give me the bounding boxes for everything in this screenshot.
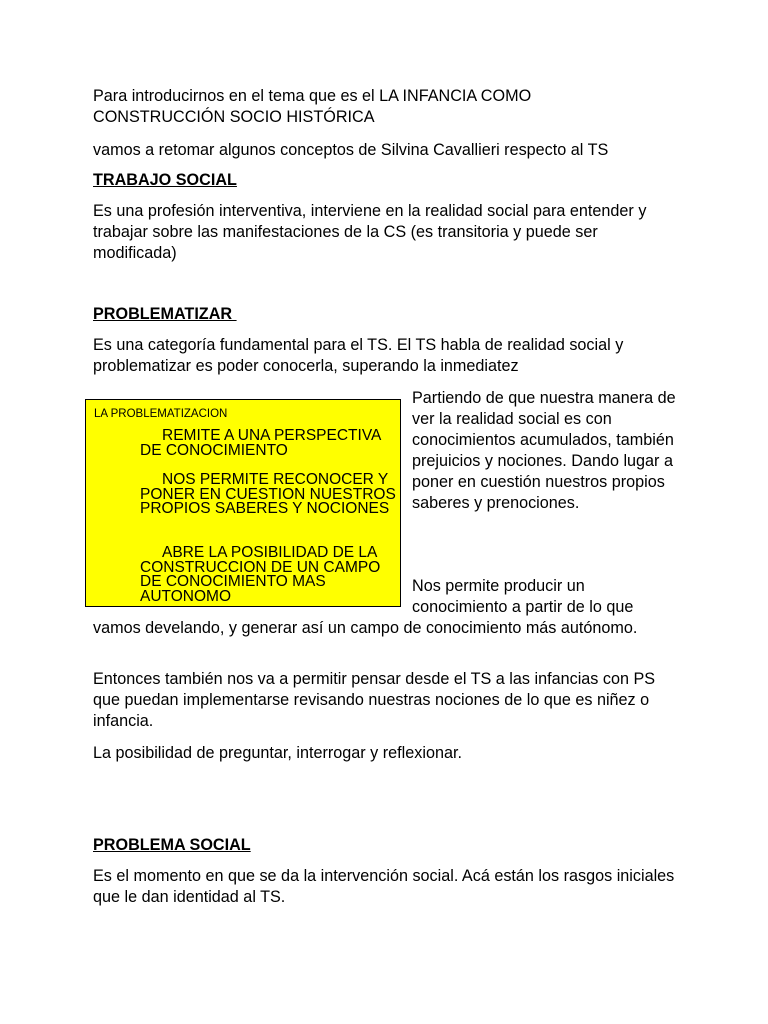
box-item-2 bbox=[140, 473, 398, 517]
posibilidad-paragraph: La posibilidad de preguntar, interrogar y reflexionar. bbox=[93, 744, 462, 762]
box-item-text: ABRE LA POSIBILIDAD DE LA CONSTRUCCION DE UN CAMPO DE CONOCIMIENTO MAS AUTONOMO bbox=[140, 544, 381, 605]
trabajo-social-text: Es una profesión interventiva, interviene en la realidad social para entender y trabajar sobre las manifestaciones de la CS (es transitoria y puede ser modificada) bbox=[93, 202, 647, 262]
box-item-text: REMITE A UNA PERSPECTIVA DE CONOCIMIENTO bbox=[140, 427, 381, 459]
intro-line-3: vamos a retomar algunos conceptos de Silvina Cavallieri respecto al TS bbox=[93, 141, 609, 159]
problema-social-text: Es el momento en que se da la intervención social. Acá están los rasgos iniciales que le dan identidad al TS. bbox=[93, 867, 675, 906]
box-item-text: NOS PERMITE RECONOCER Y PONER EN CUESTION NUESTROS PROPIOS SABERES Y NOCIONES bbox=[140, 471, 396, 518]
right-paragraph-2-line-2: conocimiento a partir de lo que bbox=[412, 598, 634, 616]
right-paragraph-2-rest: vamos develando, y generar así un campo de conocimiento más autónomo. bbox=[93, 619, 638, 637]
problematizar-text: Es una categoría fundamental para el TS. El TS habla de realidad social y problematizar es poder conocerla, superando la inmediatez bbox=[93, 336, 624, 375]
box-title: LA PROBLEMATIZACION bbox=[94, 408, 228, 420]
intro-line-2: CONSTRUCCIÓN SOCIO HISTÓRICA bbox=[93, 108, 375, 126]
entonces-paragraph: Entonces también nos va a permitir pensar desde el TS a las infancias con PS que puedan implementarse revisando nuestras nociones de lo que es niñez o infancia. bbox=[93, 670, 656, 730]
box-item-3 bbox=[140, 546, 398, 604]
box-item-1 bbox=[140, 429, 398, 458]
intro-line-1: Para introducirnos en el tema que es el LA INFANCIA COMO bbox=[93, 87, 532, 105]
problematizacion-box bbox=[85, 399, 401, 607]
right-paragraph-2-line-1: Nos permite producir un bbox=[412, 577, 585, 595]
right-paragraph-1: Partiendo de que nuestra manera de ver la realidad social es con conocimientos acumulados, también prejuicios y nociones. Dando lugar a poner en cuestión nuestros propios saberes y prenociones. bbox=[412, 389, 676, 512]
heading-problema-social: PROBLEMA SOCIAL bbox=[93, 836, 251, 854]
heading-problematizar: PROBLEMATIZAR bbox=[93, 305, 237, 323]
heading-trabajo-social: TRABAJO SOCIAL bbox=[93, 171, 237, 189]
